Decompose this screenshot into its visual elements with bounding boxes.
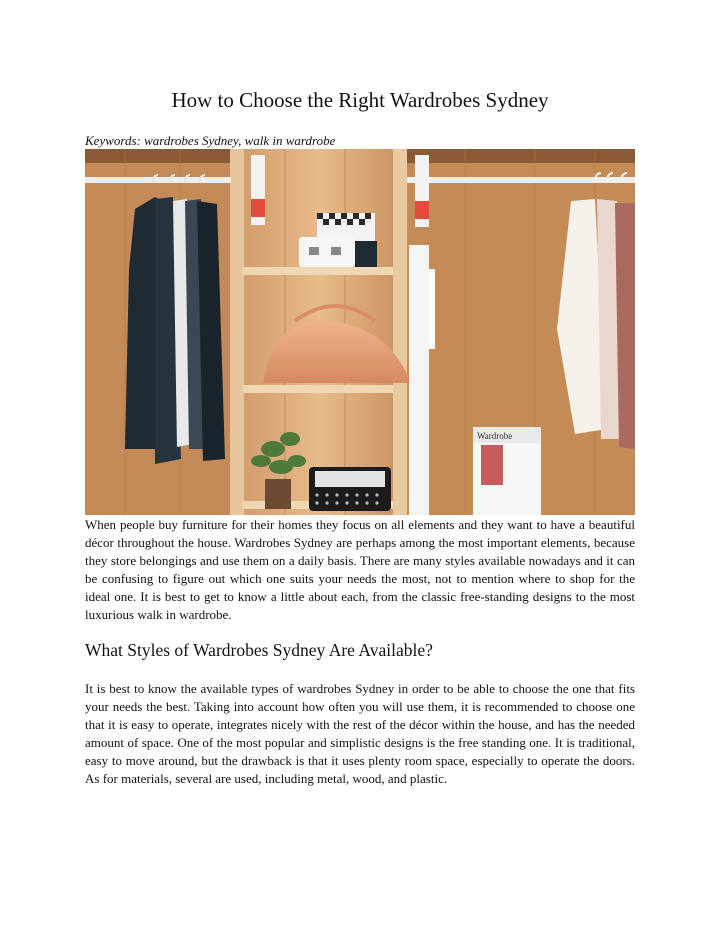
document-title: How to Choose the Right Wardrobes Sydney (171, 88, 549, 112)
intro-paragraph: When people buy furniture for their homes they focus on all elements and they want to have a beautiful décor throughout the house. Wardrobes Sydney are perhaps among the most important elements, because they store belongings and use them on a daily basis. There are many styles available nowadays and it can be confusing to figure out which one suits your needs the most, not to mention where to shop for the ideal one. It is best to get to know a little about each, from the classic free-standing designs to the most luxurious walk in wardrobe. (85, 517, 635, 622)
keywords-line: Keywords: wardrobes Sydney, walk in wardrobe (85, 133, 336, 148)
section-heading: What Styles of Wardrobes Sydney Are Available? (85, 640, 433, 660)
wardrobe-photo (85, 149, 635, 515)
book-label: Wardrobe (477, 431, 513, 441)
styles-paragraph: It is best to know the available types of wardrobes Sydney in order to be able to choose the one that fits your needs the best. Taking into account how often you will use them, it is recommended to choose one that it is easy to operate, integrates nicely with the rest of the décor within the house, and has the needed amount of space. One of the most popular and simplistic designs is the free standing one. It is traditional, easy to move around, but the drawback is that it uses plenty room space, especially to operate the doors. As for materials, several are used, including metal, wood, and plastic. (85, 681, 635, 786)
